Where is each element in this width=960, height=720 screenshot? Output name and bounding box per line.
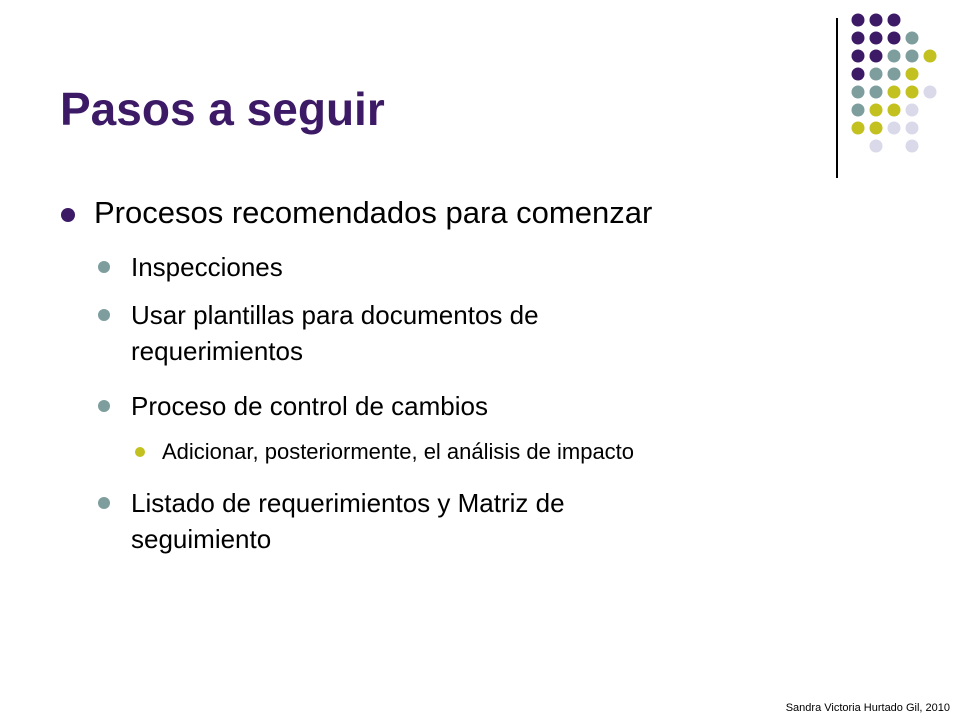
bullet-text: Listado de requerimientos y Matriz de [131, 488, 565, 518]
decorative-dot [906, 68, 919, 81]
decorative-dot [852, 122, 865, 135]
decorative-dot [906, 104, 919, 117]
bullet-text: Usar plantillas para documentos de [131, 300, 539, 330]
bullet-level2-icon [98, 309, 110, 321]
decorative-dot [870, 140, 883, 153]
decorative-dot [888, 86, 901, 99]
decorative-dot [906, 86, 919, 99]
decorative-dot [924, 50, 937, 63]
decorative-dot [888, 68, 901, 81]
decorative-dot [870, 68, 883, 81]
decorative-dot [870, 104, 883, 117]
decorative-dot [906, 122, 919, 135]
decorative-dot [906, 140, 919, 153]
bullet-level2-icon [98, 400, 110, 412]
bullet-text: Adicionar, posteriormente, el análisis de impacto [162, 439, 635, 464]
bullet-text: Inspecciones [131, 252, 283, 282]
decorative-dot-grid [848, 10, 958, 155]
decorative-dot [870, 14, 883, 27]
decorative-dot [870, 32, 883, 45]
decorative-dot [852, 14, 865, 27]
decorative-dot [906, 50, 919, 63]
bullet-text-continued: seguimiento [131, 524, 272, 554]
bullet-text-continued: requerimientos [131, 336, 303, 366]
decorative-dot [924, 86, 937, 99]
vertical-divider-line [836, 18, 838, 178]
decorative-dot [852, 104, 865, 117]
decorative-dot [852, 50, 865, 63]
slide-title: Pasos a seguir [60, 83, 385, 135]
decorative-dot [870, 50, 883, 63]
footer-credit: Sandra Victoria Hurtado Gil, 2010 [785, 702, 950, 714]
decorative-dot [852, 86, 865, 99]
decorative-dot [888, 32, 901, 45]
bullet-text: Procesos recomendados para comenzar [94, 195, 653, 230]
decorative-dot [870, 122, 883, 135]
decorative-dot [852, 68, 865, 81]
decorative-dot [888, 122, 901, 135]
bullet-level1-icon [61, 208, 75, 222]
decorative-dot [870, 86, 883, 99]
decorative-dot [888, 104, 901, 117]
decorative-dot [906, 32, 919, 45]
bullet-level3-icon [135, 447, 145, 457]
decorative-dot [852, 32, 865, 45]
bullet-level2-icon [98, 261, 110, 273]
decorative-dot [888, 50, 901, 63]
bullet-level2-icon [98, 497, 110, 509]
bullet-text: Proceso de control de cambios [131, 391, 488, 421]
decorative-dot [888, 14, 901, 27]
